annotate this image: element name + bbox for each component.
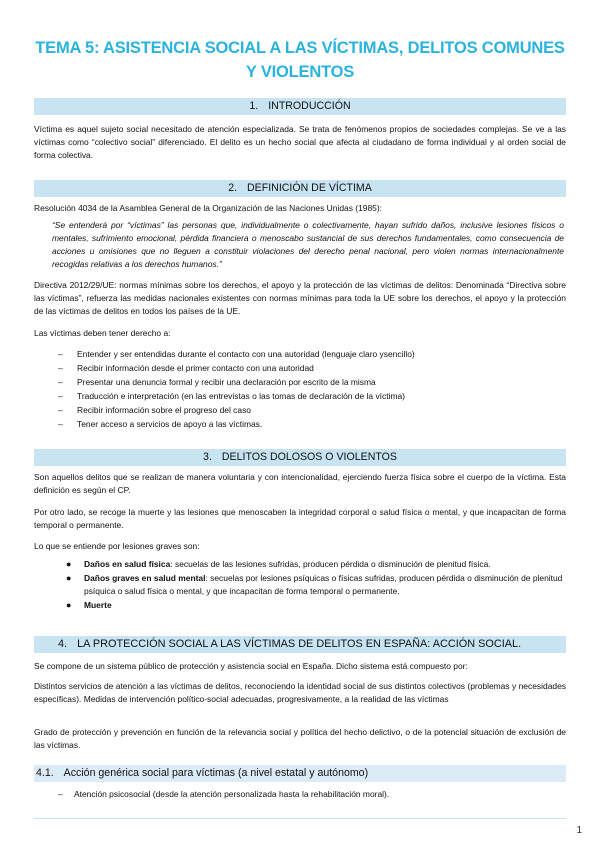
section-heading-proteccion xyxy=(34,636,566,653)
section-heading-definicion xyxy=(34,180,566,197)
paragraph: Distintos servicios de atención a las víctimas de delitos, reconociendo la identidad social de sus distintos colectivos (problemas y necesidades específicas). Medidas de intervención político-social adecuadas, progresivamente, a la realidad de las víctimas xyxy=(34,681,566,704)
paragraph: Directiva 2012/29/UE: normas mínimas sobre los derechos, el apoyo y la protección de las víctimas de delitos: Denominada “Directiva sobre las víctimas”, refuerza las medidas nacionales existentes con normas mínimas para toda la UE sobre los derechos, el apoyo y la protección de las víctimas de delitos en todos los países de la UE. xyxy=(34,280,566,316)
bullet-marker: ● xyxy=(66,600,72,610)
list-item: – Entender y ser entendidas durante el contacto con una autoridad (lenguaje claro ysencillo) xyxy=(58,349,415,359)
page-number: 1 xyxy=(576,825,582,836)
bullet-marker: ● xyxy=(66,573,72,583)
dash-marker: – xyxy=(58,789,63,799)
section-heading-delitos xyxy=(34,449,566,466)
dash-marker: – xyxy=(58,349,63,359)
dash-marker: – xyxy=(58,405,63,415)
list-item: – Presentar una denuncia formal y recibir una declaración por escrito de la misma xyxy=(58,377,376,387)
list-item: ● Muerte xyxy=(66,600,112,610)
section-number: 4.1. xyxy=(36,767,54,779)
paragraph: Víctima es aquel sujeto social necesitado de atención especializada. Se trata de fenómenos propios de sociedades complejas. Se ve a las víctimas como “colectivo social” diferenciado. El delito es un hecho social que afecta al ciudadano de forma individual y al orden social de forma colectiva. xyxy=(34,124,566,160)
paragraph: Son aquellos delitos que se realizan de manera voluntaria y con intencionalidad, ejerciendo fuerza física sobre el cuerpo de la víctima. Esta definición es según el CP. xyxy=(34,472,566,495)
dash-marker: – xyxy=(58,419,63,429)
rights-list xyxy=(34,347,566,431)
section-number: 1. xyxy=(249,100,259,112)
bullet-marker: ● xyxy=(66,559,72,569)
section-number: 4. xyxy=(58,638,68,650)
dash-marker: – xyxy=(58,391,63,401)
paragraph: Lo que se entiende por lesiones graves son: xyxy=(34,541,200,551)
injuries-list xyxy=(34,558,566,613)
section-title: INTRODUCCIÓN xyxy=(268,100,351,112)
paragraph: Por otro lado, se recoge la muerte y las lesiones que menoscaben la integridad corporal o salud física o mental, y que incapacitan de forma temporal o permanente. xyxy=(34,507,566,530)
list-item: – Tener acceso a servicios de apoyo a las víctimas. xyxy=(58,419,263,429)
dash-marker: – xyxy=(58,377,63,387)
footer-divider xyxy=(34,818,566,819)
section-number: 2. xyxy=(228,182,238,194)
section-title: LA PROTECCIÓN SOCIAL A LAS VÍCTIMAS DE DELITOS EN ESPAÑA: ACCIÓN SOCIAL. xyxy=(77,638,522,650)
paragraph: Se compone de un sistema público de protección y asistencia social en España. Dicho sistema está compuesto por: xyxy=(34,661,468,671)
subsection-heading-accion-generica xyxy=(34,765,566,782)
list-item: – Recibir información desde el primer contacto con una autoridad xyxy=(58,363,314,373)
dash-marker: – xyxy=(58,363,63,373)
quote-block: “Se entenderá por “víctimas” las personas que, individualmente o colectivamente, hayan sufrido daños, inclusive lesiones físicos o mentales, sufrimiento emocional, pérdida financiera o menoscabo sustancial de sus derechos fundamentales, como consecuencia de acciones u omisiones que no lleguen a constituir violaciones del derecho penal nacional, pero violen normas internacionalmente recogidas relativas a los derechos humanos.” xyxy=(52,220,564,269)
list-item: – Recibir información sobre el progreso del caso xyxy=(58,405,251,415)
section-title: DELITOS DOLOSOS O VIOLENTOS xyxy=(221,451,397,463)
section-heading-introduccion xyxy=(34,98,566,115)
list-item: ● Daños en salud física: secuelas de las lesiones sufridas, producen pérdida o disminución de plenitud física. xyxy=(66,559,491,569)
actions-list xyxy=(34,787,566,801)
document-title: TEMA 5: ASISTENCIA SOCIAL A LAS VÍCTIMAS, DELITOS COMUNES Y VIOLENTOS xyxy=(35,39,565,81)
list-item: – Atención psicosocial (desde la atención personalizada hasta la rehabilitación moral). xyxy=(58,789,390,799)
section-title: DEFINICIÓN DE VÍCTIMA xyxy=(247,182,372,194)
paragraph: Grado de protección y prevención en función de la relevancia social y política del hecho delictivo, o de la potencial situación de exclusión de las víctimas. xyxy=(34,727,566,750)
section-title: Acción genérica social para víctimas (a nivel estatal y autónomo) xyxy=(63,767,369,779)
list-item: – Traducción e interpretación (en las entrevistas o las tomas de declaración de la víctima) xyxy=(58,391,405,401)
section-number: 3. xyxy=(203,451,212,463)
paragraph: Resolución 4034 de la Asamblea General de la Organización de las Naciones Unidas (1985): xyxy=(34,203,383,213)
paragraph: Las víctimas deben tener derecho a: xyxy=(34,328,171,338)
list-item: ● Daños graves en salud mental: secuelas por lesiones psíquicas o físicas sufridas, producen pérdida o disminución de plenitud psíquica o salud física o mental, y que incapacitan de forma temporal o permanente. xyxy=(66,573,563,596)
